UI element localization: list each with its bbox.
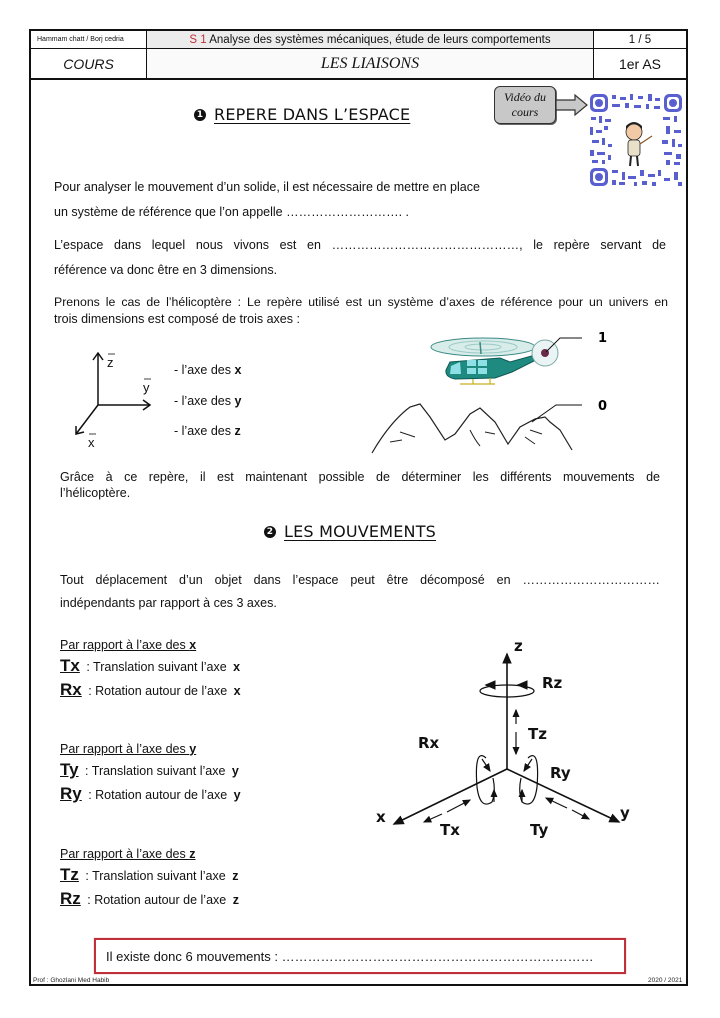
section2-title: LES MOUVEMENTS [284,522,437,541]
video-course-button[interactable] [494,86,556,124]
video-label-line1: Vidéo du [503,90,547,104]
movement-ty: Ty : Translation suivant l’axe y [60,760,239,779]
section1-paragraph3-line1: Prenons le cas de l’hélicoptère : Le repère utilisé est un système d’axes de référence pour un univers en [54,295,668,309]
section1-paragraph4-line2: l’hélicoptère. [60,486,131,500]
movement-group-z [60,847,239,909]
video-label-line2: cours [511,105,539,119]
diagram-label-y: y [620,804,630,822]
section1-paragraph3-line2: trois dimensions est composé de trois axes : [54,312,300,326]
subject-text: Analyse des systèmes mécaniques, étude de leurs comportements [206,33,551,46]
diagram-label-tz: Tz [528,725,547,743]
movement-rx: Rx : Rotation autour de l’axe x [60,680,241,699]
section1-paragraph2-line2: référence va donc être en 3 dimensions. [54,263,278,277]
axis-label-y: y [143,380,150,395]
axes-list-item-y: - l’axe des y [174,394,242,408]
ground-label: 0 [598,399,608,414]
diagram-label-rx: Rx [418,734,440,752]
diagram-label-x: x [376,808,386,826]
diagram-label-ry: Ry [550,764,571,782]
axes-list-item-x: - l’axe des x [174,363,242,377]
diagram-label-ty: Ty [530,821,549,839]
section2-paragraph1-line1: Tout déplacement d’un objet dans l’espace peut être décomposé en …………………………… [60,573,660,587]
axis-label-x: x [88,435,95,450]
movement-group-y [60,742,241,804]
movement-tz: Tz : Translation suivant l’axe z [60,865,239,884]
qr-code-icon[interactable] [588,92,684,188]
section2-paragraph1-line2: indépendants par rapport à ces 3 axes. [60,596,277,610]
diagram-label-rz: Rz [542,674,563,692]
helicopter-mountain-diagram [360,322,620,457]
document-title: LES LIAISONS [146,48,594,80]
class-level: 1er AS [593,48,688,80]
conclusion-text: Il existe donc 6 mouvements : ……………………………………………………………… [106,948,594,964]
header-table [29,29,688,80]
section2-heading [264,522,436,541]
subject-title [146,29,594,49]
movement-group-x [60,638,241,700]
axis-label-z: z [107,355,114,370]
section1-paragraph1-line2: un système de référence que l’on appelle ………………………. . [54,205,410,219]
movement-rz: Rz : Rotation autour de l’axe z [60,889,239,908]
helicopter-label: 1 [598,331,608,346]
subject-prefix: S 1 [189,33,207,46]
school-name: Hammam chatt / Borj cedria [29,29,147,49]
group-heading-z: Par rapport à l’axe des z [60,847,196,861]
movement-ry: Ry : Rotation autour de l’axe y [60,784,241,803]
page-number: 1 / 5 [593,29,688,49]
diagram-label-tx: Tx [440,821,460,839]
arrow-right-icon [555,93,589,117]
six-movements-diagram [362,632,652,847]
section1-number-icon: 1 [194,109,206,121]
axes-list-item-z: - l’axe des z [174,424,241,438]
document-type: COURS [29,48,147,80]
footer-year: 2020 / 2021 [648,977,683,984]
group-heading-x: Par rapport à l’axe des x [60,638,197,652]
footer-author: Prof : Ghozlani Med Habib [33,977,110,984]
coordinate-axes-diagram [60,343,160,453]
section1-heading [194,105,410,124]
group-heading-y: Par rapport à l’axe des y [60,742,197,756]
movement-tx: Tx : Translation suivant l’axe x [60,656,241,675]
section2-number-icon: 2 [264,526,276,538]
section1-paragraph4-line1: Grâce à ce repère, il est maintenant possible de déterminer les différents mouvements de [60,470,660,484]
section1-paragraph2-line1: L’espace dans lequel nous vivons est en ………………………………………, le repère servant de [54,238,666,252]
section1-title: REPERE DANS L’ESPACE [214,105,411,124]
diagram-label-z: z [514,637,523,655]
section1-paragraph1-line1: Pour analyser le mouvement d’un solide, il est nécessaire de mettre en place [54,180,480,194]
conclusion-box [94,938,626,974]
